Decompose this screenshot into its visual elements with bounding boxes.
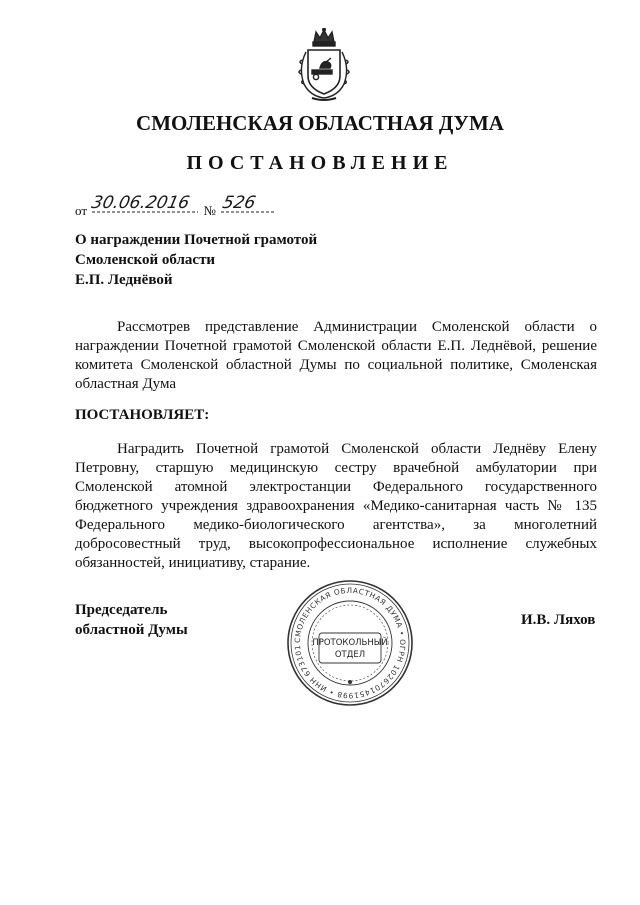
stamp-center-line: ПРОТОКОЛЬНЫЙ — [312, 638, 388, 648]
date-number-line — [75, 193, 277, 219]
subject-line: О награждении Почетной грамотой — [75, 232, 318, 248]
subject-block — [75, 230, 317, 290]
signer-position — [75, 600, 188, 640]
subject-line: Е.П. Леднёвой — [75, 272, 173, 288]
preamble-paragraph — [75, 318, 597, 394]
stamp-center-line: ОТДЕЛ — [334, 650, 366, 660]
resolution-paragraph — [75, 440, 597, 573]
stamp-star-icon — [348, 680, 352, 684]
preamble-text: Рассмотрев представление Администрации Смоленской области о награждении Почетной грамотой Смоленской области Е.П. Леднёвой, решение комитета Смоленской областной Думы по социальной политике, Смоленская областная Дума — [75, 319, 597, 392]
signer-position-line: областной Думы — [75, 622, 188, 638]
document-type-title: ПОСТАНОВЛЕНИЕ — [186, 152, 454, 174]
handwritten-number — [219, 193, 277, 219]
resolves-heading: ПОСТАНОВЛЯЕТ: — [75, 407, 210, 423]
stamp-ring-text: СМОЛЕНСКАЯ ОБЛАСТНАЯ ДУМА • ОГРН 1026701451998 • ИНН 673101 — [292, 585, 408, 701]
official-stamp — [285, 578, 415, 708]
handwritten-date-text: 30.06.2016 — [90, 193, 192, 213]
handwritten-number-text: 526 — [220, 193, 258, 213]
signer-name: И.В. Ляхов — [521, 612, 596, 628]
handwritten-date — [90, 193, 200, 219]
subject-line: Смоленской области — [75, 252, 216, 268]
smolensk-coat-of-arms-icon — [296, 28, 352, 102]
handwritten-number-drawing — [219, 193, 277, 215]
handwritten-date-drawing — [90, 193, 200, 215]
date-prefix-label: от — [75, 203, 88, 218]
resolution-text: Наградить Почетной грамотой Смоленской области Леднёву Елену Петровну, старшую медицинскую сестру врачебной амбулатории при Смоленской атомной электростанции Федерального государственного бюджетного учреждения здравоохранения «Медико-санитарная часть № 135 Федерального медико-биологического агентства», за многолетний добросовестный труд, высокопрофессиональное исполнение служебных обязанностей, инициативу, старание. — [75, 441, 597, 571]
number-label: № — [203, 203, 216, 218]
signer-position-line: Председатель — [75, 602, 168, 618]
organization-title: СМОЛЕНСКАЯ ОБЛАСТНАЯ ДУМА — [136, 111, 504, 135]
